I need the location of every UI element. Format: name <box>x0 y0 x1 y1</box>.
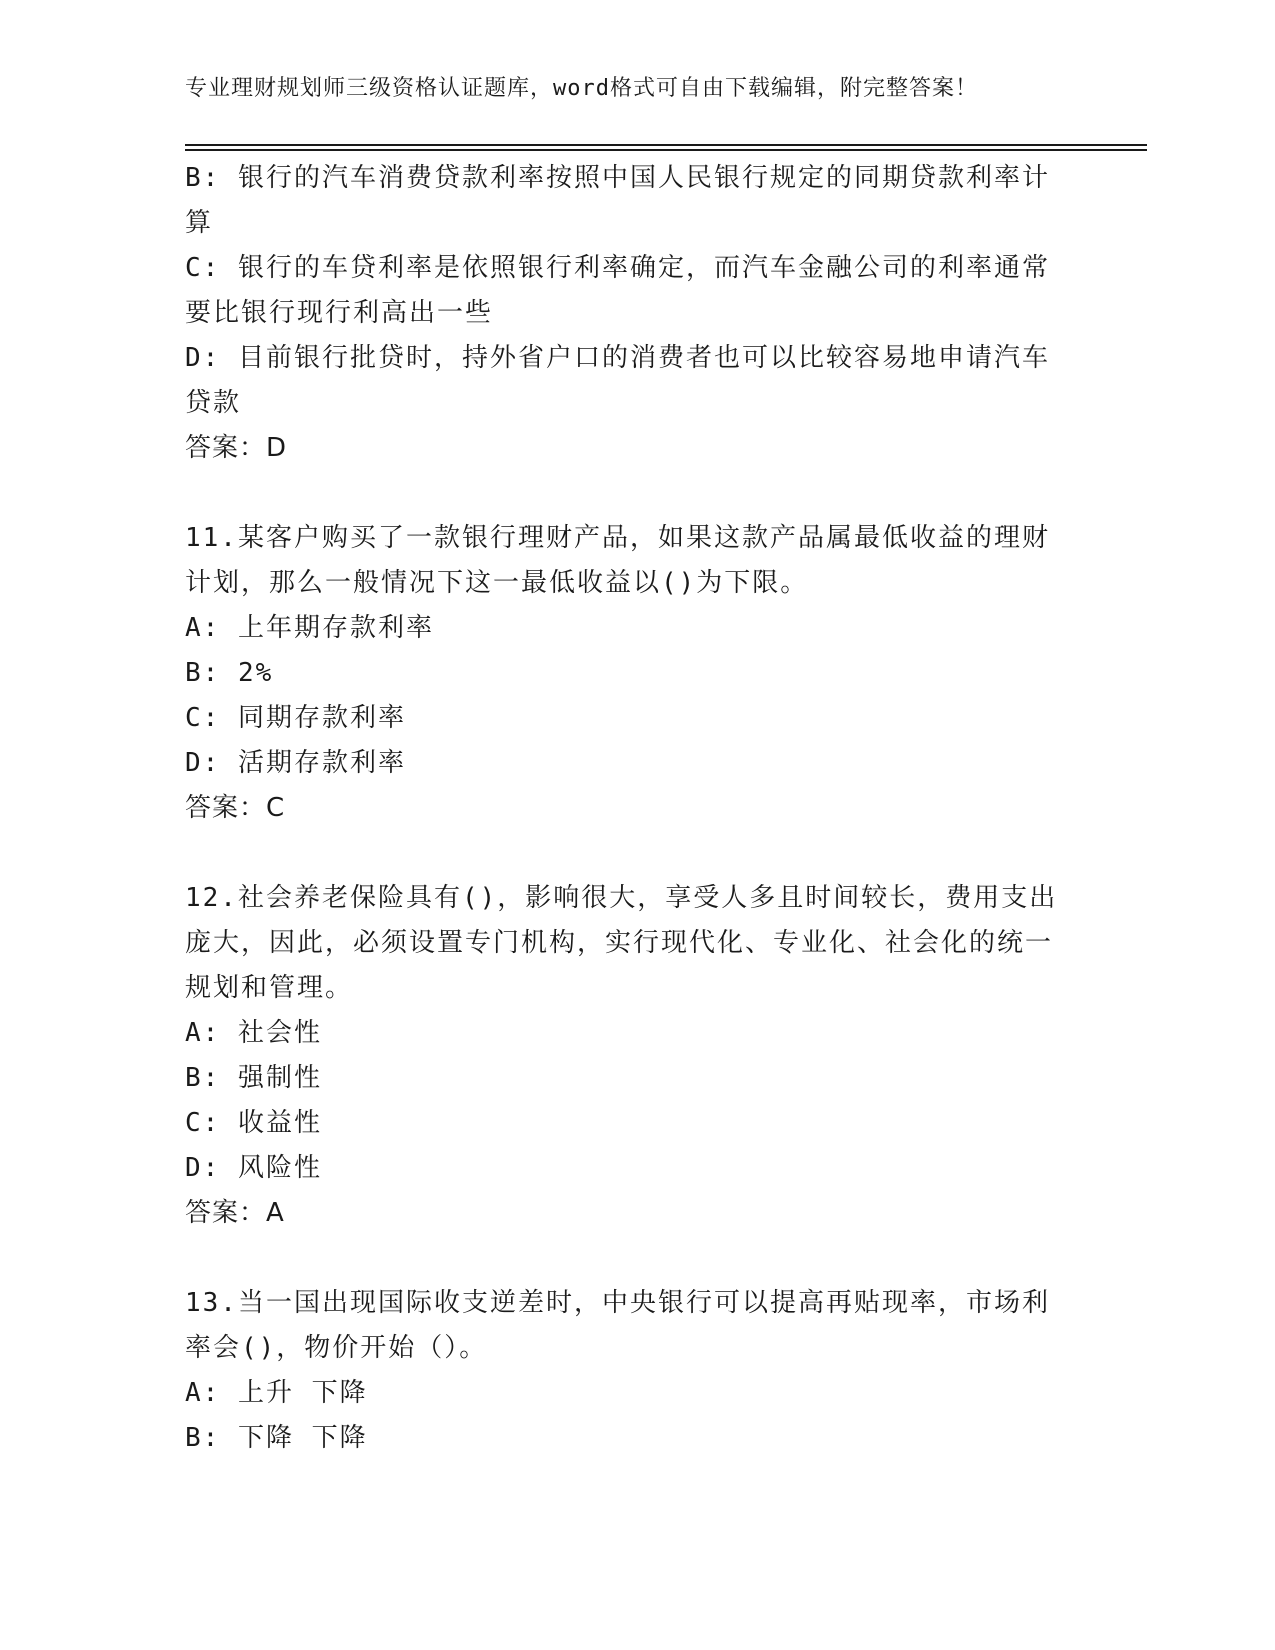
option-d: D: 目前银行批贷时，持外省户口的消费者也可以比较容易地申请汽车贷款 <box>185 343 1050 418</box>
answer-label: 答案：D <box>185 433 288 463</box>
option-a: A: 上升 下降 <box>185 1378 368 1408</box>
option-b: B: 强制性 <box>185 1063 322 1093</box>
option-a: A: 上年期存款利率 <box>185 613 434 643</box>
option-b: B: 2% <box>185 658 274 688</box>
option-a: A: 社会性 <box>185 1018 322 1048</box>
option-d: D: 活期存款利率 <box>185 748 406 778</box>
option-c: C: 银行的车贷利率是依照银行利率确定，而汽车金融公司的利率通常要比银行现行利高出一些 <box>185 253 1050 328</box>
header-rule-top <box>185 144 1147 146</box>
page-header: 专业理财规划师三级资格认证题库，word格式可自由下载编辑，附完整答案！ <box>185 76 978 101</box>
option-d: D: 风险性 <box>185 1153 322 1183</box>
option-c: C: 收益性 <box>185 1108 322 1138</box>
answer-label: 答案：A <box>185 1198 285 1228</box>
question-13: 13.当一国出现国际收支逆差时，中央银行可以提高再贴现率，市场利率会()，物价开始（）。 <box>185 1288 1050 1363</box>
option-b: B: 下降 下降 <box>185 1423 368 1453</box>
answer-label: 答案：C <box>185 793 286 823</box>
document-body <box>185 156 1065 1461</box>
question-12: 12.社会养老保险具有()，影响很大，享受人多且时间较长，费用支出庞大，因此，必须设置专门机构，实行现代化、专业化、社会化的统一规划和管理。 <box>185 883 1058 1003</box>
header-rule-bottom <box>185 149 1147 151</box>
option-c: C: 同期存款利率 <box>185 703 406 733</box>
option-b: B: 银行的汽车消费贷款利率按照中国人民银行规定的同期贷款利率计算 <box>185 163 1050 238</box>
question-11: 11.某客户购买了一款银行理财产品，如果这款产品属最低收益的理财计划，那么一般情况下这一最低收益以()为下限。 <box>185 523 1050 598</box>
